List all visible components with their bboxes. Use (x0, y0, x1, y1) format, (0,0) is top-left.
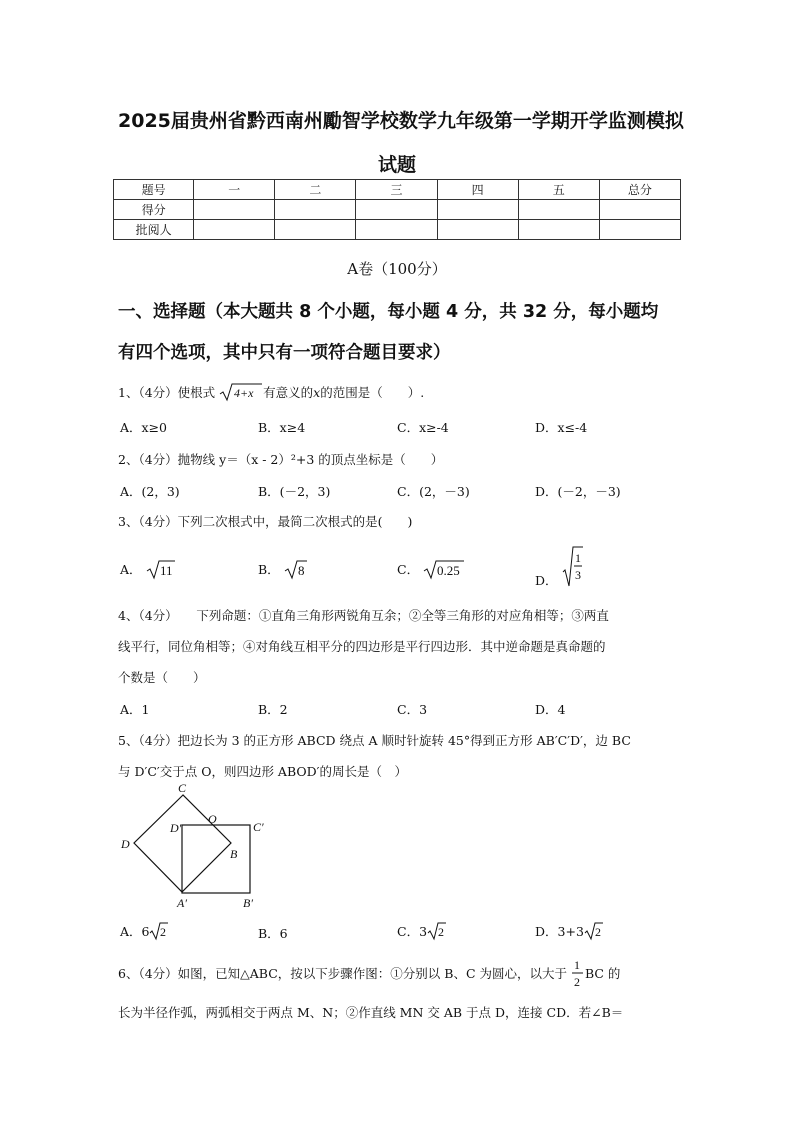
reviewer-cell[interactable] (194, 220, 275, 240)
q3-radicand-b: 8 (297, 563, 305, 578)
q6-line1-a: 6、（4分）如图，已知△ABC，按以下步骤作图：①分别以 B、C 为圆心，以大于 (118, 966, 567, 981)
row-label: 得分 (114, 200, 194, 220)
question-6-line2: 长为半径作弧，两弧相交于两点 M、N；②作直线 MN 交 AB 于点 D，连接 CD．若∠B＝ (118, 1005, 624, 1020)
question-6-line1 (118, 956, 620, 993)
q5-option-d-label: D．3+3 (535, 924, 584, 939)
q4-option-c[interactable]: C．3 (397, 702, 428, 717)
radical-sign-icon (562, 544, 584, 588)
header-cell: 五 (518, 180, 599, 200)
label-a-prime: A′ (177, 896, 187, 910)
q2-option-a[interactable]: A．(2，3) (120, 484, 180, 499)
q5-option-c[interactable] (397, 921, 447, 944)
score-cell[interactable] (518, 200, 599, 220)
header-cell: 二 (275, 180, 356, 200)
question-2: 2、（4分）抛物线 y＝（x - 2）²+3 的顶点坐标是（ ） (118, 452, 444, 467)
question-5-line2: 与 D′C′交于点 O，则四边形 ABOD′的周长是（ ） (118, 764, 407, 779)
q6-line1-b: BC 的 (584, 966, 621, 981)
score-table (113, 179, 681, 240)
q3-option-d-label: D． (535, 573, 558, 588)
score-cell[interactable] (275, 200, 356, 220)
sqrt-expression (423, 558, 465, 583)
reviewer-cell[interactable] (356, 220, 437, 240)
radical-sign-icon (146, 558, 176, 580)
question-4-line2: 线平行，同位角相等；④对角线互相平分的四边形是平行四边形．其中逆命题是真命题的 (118, 639, 606, 654)
sqrt-expression (284, 558, 308, 583)
sqrt-expression (149, 921, 169, 944)
title-line2: 试题 (377, 154, 416, 176)
label-b: B (230, 847, 238, 861)
q1-var: x (313, 385, 321, 400)
score-cell[interactable] (437, 200, 518, 220)
q3-option-b-label: B． (258, 562, 280, 577)
radical-sign-icon (584, 921, 604, 941)
question-1 (118, 382, 424, 405)
q1-suffix: 有意义的 (263, 385, 314, 400)
section1-heading-line2: 有四个选项，其中只有一项符合题目要求） (118, 343, 451, 363)
score-row (114, 200, 681, 220)
sqrt-fraction-expression (562, 544, 584, 591)
question-3: 3、（4分）下列二次根式中，最简二次根式的是( ) (118, 514, 413, 529)
header-cell: 总分 (599, 180, 680, 200)
q3-option-b[interactable] (258, 558, 308, 583)
sqrt-expression (427, 921, 447, 944)
q4-option-d[interactable]: D．4 (535, 702, 566, 717)
q3-frac-num: 1 (574, 551, 581, 565)
score-cell[interactable] (599, 200, 680, 220)
q4-option-b[interactable]: B．2 (258, 702, 288, 717)
q5-option-b[interactable]: B．6 (258, 926, 288, 941)
q2-option-d[interactable]: D．(－2，－3) (535, 484, 621, 499)
sqrt-expression (219, 382, 263, 405)
radical-sign-icon (427, 921, 447, 941)
label-b-prime: B′ (243, 896, 253, 910)
q5-option-a-label: A．6 (120, 924, 150, 939)
radical-sign-icon (423, 558, 465, 580)
rotated-squares-figure (115, 780, 275, 915)
q4-option-a[interactable]: A．1 (120, 702, 150, 717)
q6-frac-num: 1 (573, 958, 580, 972)
q5-option-d[interactable] (535, 921, 604, 944)
section1-heading-line1: 一、选择题（本大题共 8 个小题，每小题 4 分，共 32 分，每小题均 (118, 302, 659, 322)
q5-rad-a: 2 (160, 925, 167, 939)
q3-option-c[interactable] (397, 558, 465, 583)
fraction-half (571, 956, 585, 993)
radical-sign-icon (219, 382, 263, 402)
question-5-line1: 5、（4分）把边长为 3 的正方形 ABCD 绕点 A 顺时针旋转 45°得到正方形 AB′C′D′，边 BC (118, 733, 631, 748)
q5-option-a[interactable] (120, 921, 169, 944)
reviewer-cell[interactable] (518, 220, 599, 240)
label-d: D (121, 837, 130, 851)
fraction-icon (571, 956, 585, 990)
question-4-line1: 4、（4分） 下列命题：①直角三角形两锐角互余；②全等三角形的对应角相等；③两直 (118, 608, 609, 623)
reviewer-cell[interactable] (437, 220, 518, 240)
q5-rad-c: 2 (438, 925, 445, 939)
q3-option-c-label: C． (397, 562, 420, 577)
q1-option-c[interactable]: C．x≥-4 (397, 420, 449, 435)
title-line1: 2025届贵州省黔西南州勵智学校数学九年级第一学期开学监测模拟 (118, 110, 684, 132)
q5-option-c-label: C．3 (397, 924, 428, 939)
q3-option-a-label: A． (120, 562, 142, 577)
reviewer-row (114, 220, 681, 240)
label-c-prime: C′ (253, 820, 264, 834)
label-d-prime: D′ (170, 821, 182, 835)
q1-option-d[interactable]: D．x≤-4 (535, 420, 588, 435)
q1-prefix: 1、（4分）使根式 (118, 385, 216, 400)
row-label: 批阅人 (114, 220, 194, 240)
q1-option-a[interactable]: A．x≥0 (120, 420, 168, 435)
reviewer-cell[interactable] (275, 220, 356, 240)
q1-option-b[interactable]: B．x≥4 (258, 420, 306, 435)
q1-tail: 的范围是（ ）. (320, 385, 425, 400)
label-o: O (208, 812, 217, 826)
q6-frac-den: 2 (573, 975, 580, 989)
sqrt-expression (146, 558, 176, 583)
reviewer-cell[interactable] (599, 220, 680, 240)
question-4-line3: 个数是（ ） (118, 670, 206, 685)
q5-rad-d: 2 (594, 925, 601, 939)
radical-sign-icon (149, 921, 169, 941)
sqrt-expression (584, 921, 604, 944)
q2-option-b[interactable]: B．(－2，3) (258, 484, 331, 499)
q3-option-a[interactable] (120, 558, 176, 583)
q2-option-c[interactable]: C．(2，－3) (397, 484, 470, 499)
score-cell[interactable] (194, 200, 275, 220)
header-cell: 一 (194, 180, 275, 200)
q3-option-d[interactable] (535, 544, 584, 591)
header-cell: 题号 (114, 180, 194, 200)
q3-radicand-c: 0.25 (437, 563, 460, 578)
section-a-heading: A卷（100分） (347, 260, 447, 278)
radical-sign-icon (284, 558, 308, 580)
q1-radicand: 4+x (234, 386, 254, 400)
score-cell[interactable] (356, 200, 437, 220)
header-cell: 四 (437, 180, 518, 200)
score-table-header-row (114, 180, 681, 200)
q3-radicand-a: 11 (159, 563, 173, 578)
label-c: C (178, 781, 187, 795)
header-cell: 三 (356, 180, 437, 200)
square-abcd-prime (182, 825, 250, 893)
q3-frac-den: 3 (574, 568, 581, 582)
